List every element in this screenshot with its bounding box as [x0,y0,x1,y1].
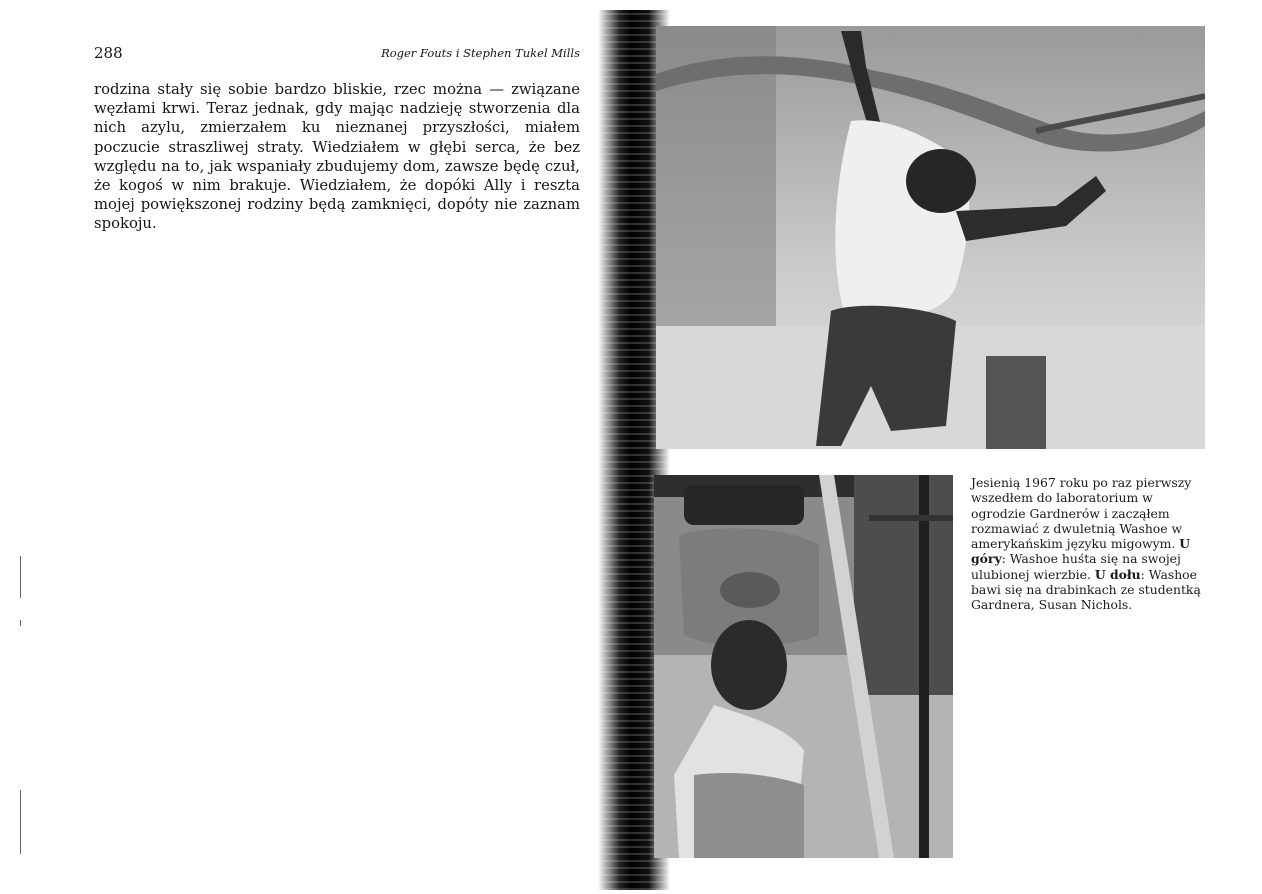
photo-caption [971,475,1207,613]
left-page [0,0,610,894]
body-paragraph: rodzina stały się sobie bardzo bliskie, rzec można — związane węzłami krwi. Teraz jednak, gdy mając nadzieję stworzenia dla nich azylu, zmierzałem ku nieznanej przyszłości, miałem poczucie straszliwej straty. Wiedziałem w głębi serca, że bez względu na to, jak wspaniały zbudujemy dom, zawsze będę czuł, że kogoś w nim brakuje. Wiedziałem, że dopóki Ally i reszta mojej powiększonej rodziny będą zamknięci, dopóty nie zaznam spokoju. [94,81,580,233]
margin-mark [20,556,21,598]
caption-bottom-text: : Washoe bawi się na drabinkach ze studentką Gardnera, Susan Nichols. [971,566,1201,613]
margin-mark [20,790,21,854]
photo-washoe-on-willow [656,26,1205,449]
photo-washoe-with-susan-nichols [654,475,953,858]
caption-top-text: : Washoe huśta się na swojej ulubionej wierzbie. [971,551,1181,582]
caption-top-label: U góry [971,536,1191,567]
caption-bottom-label: U dołu [1094,566,1141,582]
running-head: Roger Fouts i Stephen Tukel Mills [381,46,580,60]
caption-intro: Jesienią 1967 roku po raz pierwszy wszedłem do laboratorium w ogrodzie Gardnerów i zacząłem rozmawiać z dwuletnią Washoe w amerykańskim języku migowym. [971,475,1192,552]
page-number: 288 [94,44,123,62]
margin-mark [20,620,21,626]
